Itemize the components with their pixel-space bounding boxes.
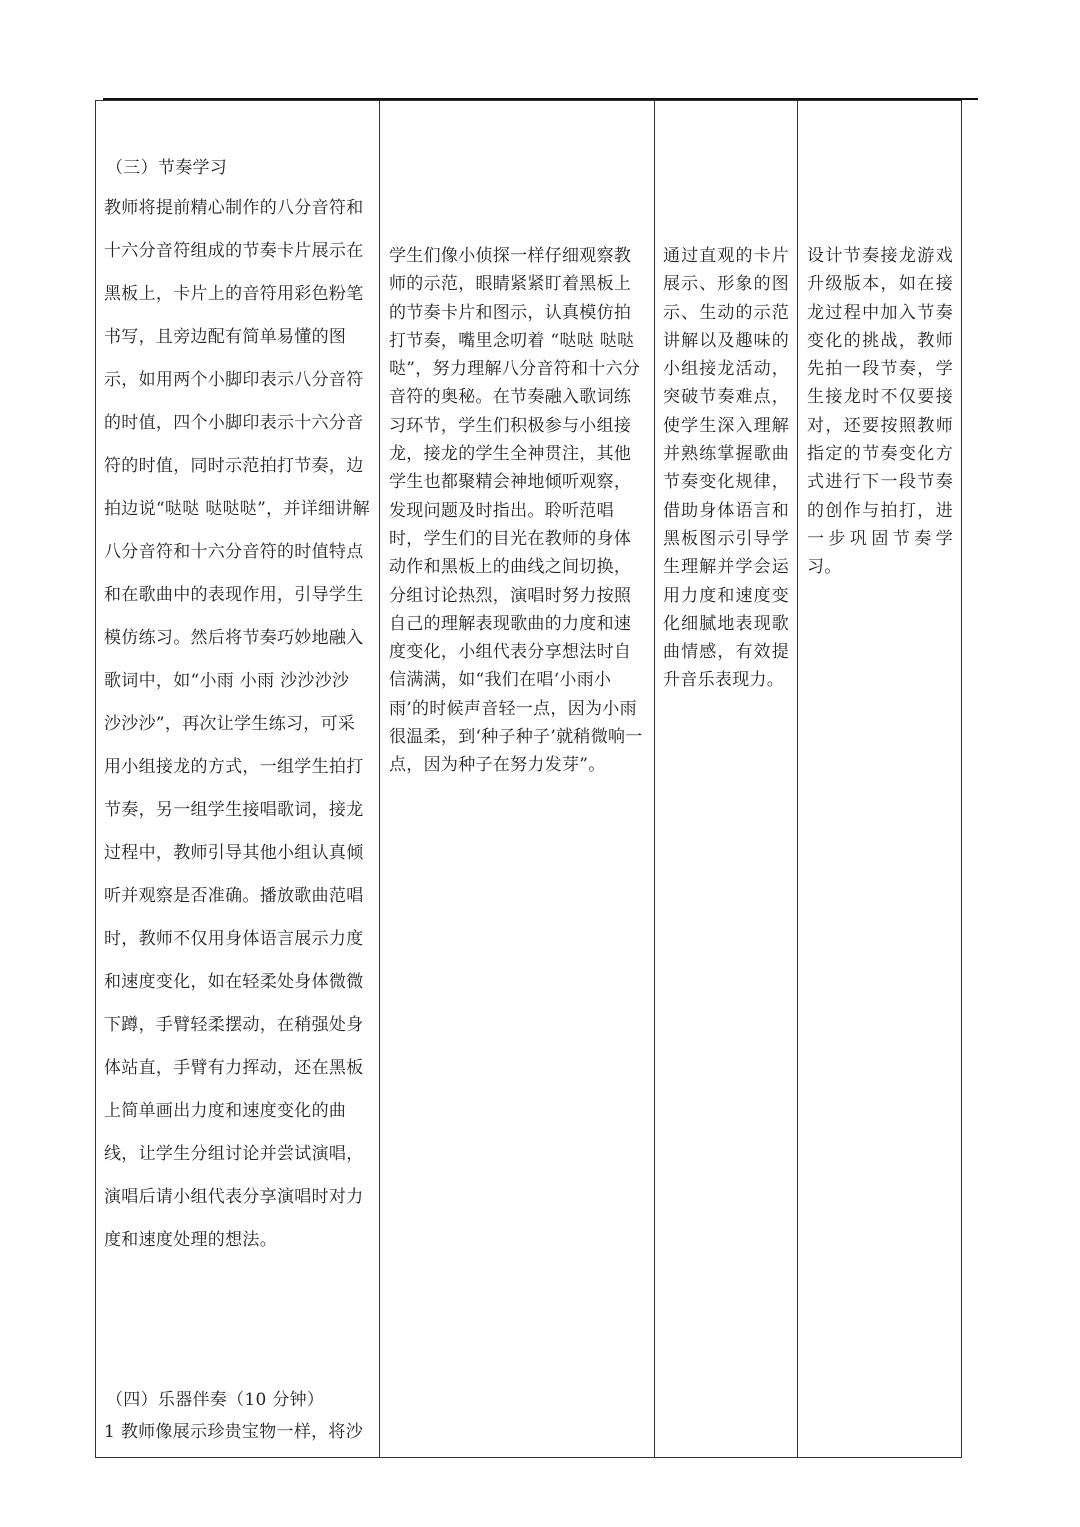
section-3-body: 教师将提前精心制作的八分音符和十六分音符组成的节奏卡片展示在黑板上，卡片上的音符用彩色粉笔书写，且旁边配有简单易懂的图示，如用两个小脚印表示八分音符的时值，四个小脚印表示十六分音符的时值，同时示范拍打节奏，边拍边说“哒哒 哒哒哒”，并详细讲解八分音符和十六分音符的时值特点和在歌曲中的表现作用，引导学生模仿练习。然后将节奏巧妙地融入歌词中，如“小雨 小雨 沙沙沙沙 沙沙沙”，再次让学生练习，可采用小组接龙的方式，一组学生拍打节奏，另一组学生接唱歌词，接龙过程中，教师引导其他小组认真倾听并观察是否准确。播放歌曲范唱时，教师不仅用身体语言展示力度和速度变化，如在轻柔处身体微微下蹲，手臂轻柔摆动，在稍强处身体站直，手臂有力挥动，还在黑板上简单画出力度和速度变化的曲线，让学生分组讨论并尝试演唱，演唱后请小组代表分享演唱时对力度和速度处理的想法。 — [104, 198, 370, 1250]
student-activity-text: 学生们像小侦探一样仔细观察教师的示范，眼睛紧紧盯着黑板上的节奏卡片和图示，认真模仿拍打节奏，嘴里念叨着 “哒哒 哒哒哒”，努力理解八分音符和十六分音符的奥秘。在节奏融入歌词练习环节，学生们积极参与小组接龙，接龙的学生全神贯注，其他学生也都聚精会神地倾听观察，发现问题及时指出。聆听范唱时，学生们的目光在教师的身体动作和黑板上的曲线之间切换，分组讨论热烈，演唱时努力按照自己的理解表现歌曲的力度和速度变化，小组代表分享想法时自信满满，如“我们在唱‘小雨小雨’的时候声音轻一点，因为小雨很温柔，到‘种子种子’就稍微响一点，因为种子在努力发芽”。 — [389, 246, 643, 776]
design-intent-cell — [655, 101, 798, 1458]
extension-cell — [798, 101, 962, 1458]
design-intent-text: 通过直观的卡片展示、形象的图示、生动的示范讲解以及趣味的小组接龙活动，突破节奏难点，使学生深入理解并熟练掌握歌曲节奏变化规律，借助身体语言和黑板图示引导学生理解并学会运用力度和速度变化细腻地表现歌曲情感，有效提升音乐表现力。 — [663, 246, 789, 691]
lesson-plan-table — [95, 100, 962, 1458]
teacher-activity-cell — [96, 101, 380, 1458]
section-3-title: （三）节奏学习 — [106, 158, 228, 178]
table-row — [96, 101, 962, 1458]
section-4-body: 1 教师像展示珍贵宝物一样，将沙 — [104, 1422, 364, 1442]
student-activity-cell — [380, 101, 655, 1458]
section-4-title: （四）乐器伴奏（10 分钟） — [106, 1390, 325, 1410]
extension-text: 设计节奏接龙游戏升级版本，如在接龙过程中加入节奏变化的挑战，教师先拍一段节奏，学生接龙时不仅要接对，还要按照教师指定的节奏变化方式进行下一段节奏的创作与拍打，进一步巩固节奏学习。 — [807, 246, 953, 578]
